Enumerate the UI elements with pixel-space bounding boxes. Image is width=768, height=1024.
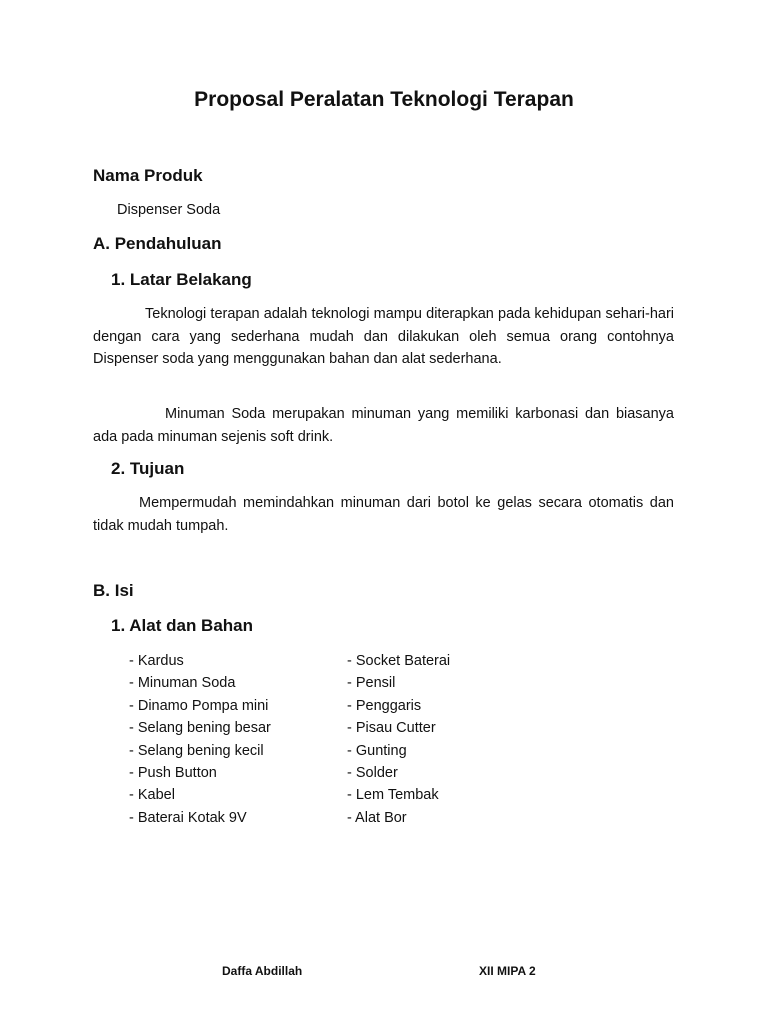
latar-belakang-paragraph-2: Minuman Soda merupakan minuman yang memiliki karbonasi dan biasanya ada pada minuman sejenis soft drink. — [93, 406, 674, 445]
list-item: - Kardus — [129, 653, 184, 669]
list-item: - Lem Tembak — [347, 787, 439, 804]
tujuan-heading: 2. Tujuan — [111, 459, 185, 478]
product-name: Dispenser Soda — [117, 202, 221, 218]
list-item: - Pisau Cutter — [347, 720, 436, 737]
document-title: Proposal Peralatan Teknologi Terapan — [194, 88, 574, 111]
list-item: - Baterai Kotak 9V — [129, 809, 247, 826]
latar-belakang-heading: 1. Latar Belakang — [111, 270, 252, 289]
list-item: - Pensil — [347, 675, 396, 692]
list-item: - Alat Bor — [347, 809, 407, 826]
list-item: - Selang bening besar — [129, 720, 271, 737]
product-heading: Nama Produk — [93, 166, 203, 185]
list-item: - Socket Baterai — [347, 653, 451, 669]
alat-bahan-heading: 1. Alat dan Bahan — [111, 616, 254, 635]
materials-list-right — [347, 650, 450, 829]
list-item: - Solder — [347, 764, 398, 781]
section-b-heading: B. Isi — [93, 581, 134, 600]
footer-class: XII MIPA 2 — [479, 964, 536, 978]
section-a-heading: A. Pendahuluan — [93, 234, 222, 253]
list-item: - Dinamo Pompa mini — [129, 697, 269, 714]
latar-belakang-paragraph-1: Teknologi terapan adalah teknologi mampu diterapkan pada kehidupan sehari-hari dengan cara yang sederhana mudah dan dilakukan oleh semua orang contohnya Dispenser soda yang menggunakan bahan dan alat sederhana. — [93, 306, 674, 367]
footer-author: Daffa Abdillah — [222, 964, 303, 978]
list-item: - Kabel — [129, 787, 175, 804]
list-item: - Penggaris — [347, 697, 422, 714]
list-item: - Push Button — [129, 764, 217, 781]
list-item: - Minuman Soda — [129, 675, 236, 692]
list-item: - Selang bening kecil — [129, 742, 264, 759]
list-item: - Gunting — [347, 742, 407, 759]
tujuan-paragraph: Mempermudah memindahkan minuman dari botol ke gelas secara otomatis dan tidak mudah tumpah. — [93, 495, 674, 534]
materials-list-left — [129, 650, 271, 829]
